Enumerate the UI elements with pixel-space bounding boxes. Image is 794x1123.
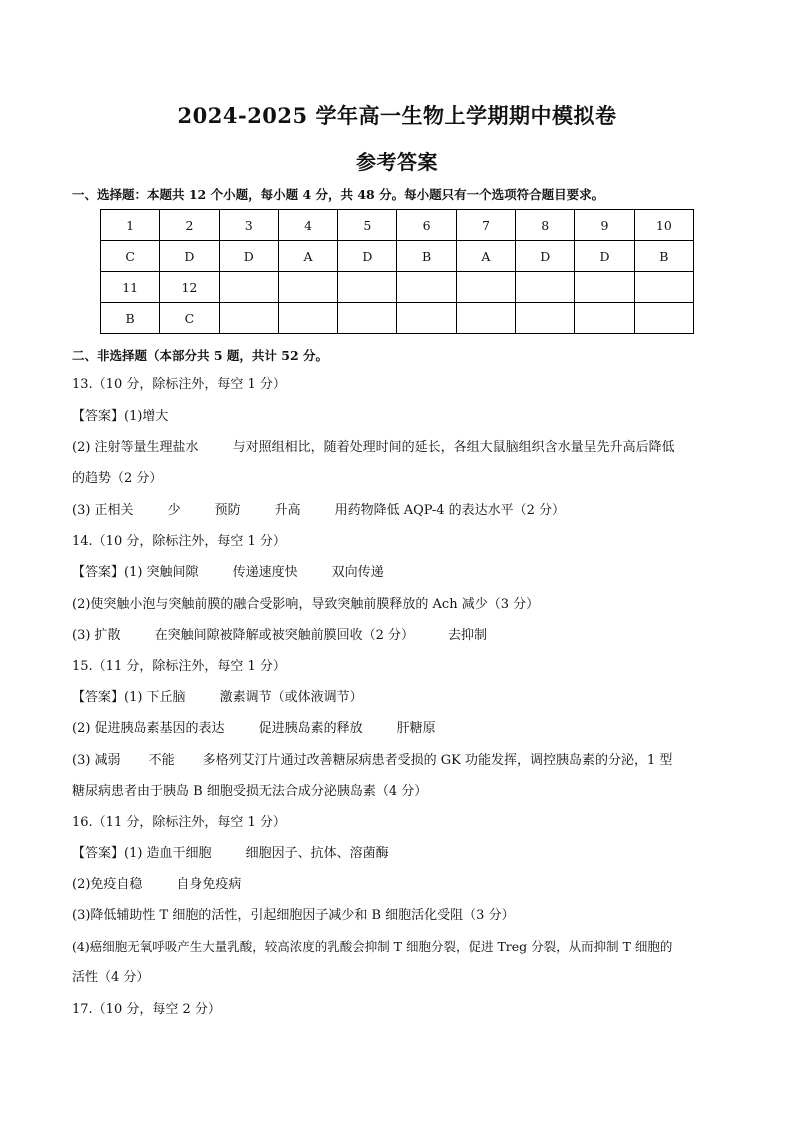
- q13-answer-3: [72, 502, 565, 520]
- answer-table-cell: D: [338, 241, 397, 272]
- q14-answer-3: [72, 627, 487, 645]
- q15-a2-part3: 肝糖原: [396, 721, 436, 736]
- answer-table-cell: C: [160, 303, 219, 334]
- q15-a2-part1: (2) 促进胰岛素基因的表达: [72, 721, 225, 736]
- q15-a3-part1: (3) 减弱: [72, 753, 121, 768]
- q15-a3-part3: 多格列艾汀片通过改善糖尿病患者受损的 GK 功能发挥，调控胰岛素的分泌，1 型: [202, 753, 673, 768]
- answer-table-cell: [338, 303, 397, 334]
- answer-table-cell: 5: [338, 210, 397, 241]
- answer-table-cell: D: [219, 241, 278, 272]
- answer-table-cell: A: [278, 241, 337, 272]
- q15-a3-part2: 不能: [148, 753, 175, 768]
- q16-a1-part2: 细胞因子、抗体、溶菌酶: [245, 846, 389, 861]
- answer-table-cell: [278, 272, 337, 303]
- answer-table-row: [101, 272, 694, 303]
- answer-table-cell: D: [160, 241, 219, 272]
- q13-answer-2: [72, 439, 675, 457]
- page-subtitle: 参考答案: [356, 150, 438, 174]
- answer-table-cell: 3: [219, 210, 278, 241]
- answer-table-cell: [219, 303, 278, 334]
- answer-table-cell: [456, 303, 515, 334]
- answer-table-cell: 11: [101, 272, 160, 303]
- answer-table-cell: 7: [456, 210, 515, 241]
- answer-table-cell: A: [456, 241, 515, 272]
- section-2-heading: 二、非选择题（本部分共 5 题，共计 52 分。: [72, 348, 329, 363]
- q13-header: 13.（10 分，除标注外，每空 1 分）: [72, 377, 286, 392]
- answer-table-cell: [516, 303, 575, 334]
- q13-a3-part2: 少: [167, 503, 181, 518]
- answer-table-cell: [219, 272, 278, 303]
- answer-table-cell: D: [516, 241, 575, 272]
- answer-table-row: [101, 241, 694, 272]
- answer-table-cell: [397, 303, 456, 334]
- q16-answer-3: (3)降低辅助性 T 细胞的活性，引起细胞因子减少和 B 细胞活化受阻（3 分）: [72, 908, 515, 923]
- q13-a2-part2: 与对照组相比，随着处理时间的延长，各组大鼠脑组织含水量呈先升高后降低: [232, 440, 675, 455]
- q13-a3-part4: 升高: [274, 503, 301, 518]
- q13-a3-part5: 用药物降低 AQP-4 的表达水平（2 分）: [334, 503, 566, 518]
- answer-table-cell: 6: [397, 210, 456, 241]
- answer-table-cell: [516, 272, 575, 303]
- q14-answer-1: [72, 564, 384, 582]
- answer-table-row: [101, 210, 694, 241]
- answer-table-row: [101, 303, 694, 334]
- q17-header: 17.（10 分，每空 2 分）: [72, 1002, 221, 1017]
- answer-table-cell: C: [101, 241, 160, 272]
- answer-table-cell: 9: [575, 210, 634, 241]
- q13-answer-2-continued: 的趋势（2 分）: [72, 471, 163, 486]
- answer-table-cell: [278, 303, 337, 334]
- q14-a1-part2: 传递速度快: [232, 565, 298, 580]
- q13-a3-part1: (3) 正相关: [72, 503, 134, 518]
- answer-table-cell: 2: [160, 210, 219, 241]
- q15-a2-part2: 促进胰岛素的释放: [258, 721, 363, 736]
- q16-a2-part2: 自身免疫病: [176, 877, 242, 892]
- q16-answer-4-continued: 活性（4 分）: [72, 970, 150, 985]
- answer-table-cell: [397, 272, 456, 303]
- q14-answer-2: (2)使突触小泡与突触前膜的融合受影响，导致突触前膜释放的 Ach 减少（3 分）: [72, 597, 540, 612]
- answer-table-cell: [634, 272, 693, 303]
- q16-answer-1: [72, 845, 389, 863]
- answer-table-cell: 10: [634, 210, 693, 241]
- q13-answer-1: 【答案】(1)增大: [72, 409, 169, 424]
- answer-table-cell: B: [397, 241, 456, 272]
- answer-table-cell: 1: [101, 210, 160, 241]
- q15-a1-part2: 激素调节（或体液调节）: [219, 690, 363, 705]
- section-1-heading: 一、选择题：本题共 12 个小题，每小题 4 分，共 48 分。每小题只有一个选项符合题目要求。: [72, 187, 605, 202]
- q14-a3-part3: 去抑制: [447, 628, 487, 643]
- q15-answer-3-continued: 糖尿病患者由于胰岛 B 细胞受损无法合成分泌胰岛素（4 分）: [72, 784, 428, 799]
- q16-header: 16.（11 分，除标注外，每空 1 分）: [72, 815, 286, 830]
- answer-table-cell: 4: [278, 210, 337, 241]
- q14-header: 14.（10 分，除标注外，每空 1 分）: [72, 534, 286, 549]
- answer-table-cell: 12: [160, 272, 219, 303]
- q16-answer-4: (4)癌细胞无氧呼吸产生大量乳酸，较高浓度的乳酸会抑制 T 细胞分裂，促进 Treg 分裂，从而抑制 T 细胞的: [72, 939, 673, 954]
- q15-header: 15.（11 分，除标注外，每空 1 分）: [72, 659, 286, 674]
- page-title: 2024-2025 学年高一生物上学期期中模拟卷: [177, 103, 617, 128]
- q14-a3-part1: (3) 扩散: [72, 628, 121, 643]
- q15-answer-2: [72, 720, 436, 738]
- answer-table-cell: [575, 272, 634, 303]
- answer-table-cell: 8: [516, 210, 575, 241]
- answer-table-cell: [634, 303, 693, 334]
- q13-a3-part3: 预防: [214, 503, 241, 518]
- q15-answer-3: [72, 752, 672, 770]
- answer-table-cell: [456, 272, 515, 303]
- q14-a3-part2: 在突触间隙被降解或被突触前膜回收（2 分）: [154, 628, 414, 643]
- q15-a1-part1: 【答案】(1) 下丘脑: [72, 690, 186, 705]
- q16-answer-2: [72, 876, 241, 894]
- answer-table-cell: B: [101, 303, 160, 334]
- q13-a2-part1: (2) 注射等量生理盐水: [72, 440, 199, 455]
- q16-a1-part1: 【答案】(1) 造血干细胞: [72, 846, 212, 861]
- answer-table-cell: [338, 272, 397, 303]
- answer-table-cell: D: [575, 241, 634, 272]
- answer-table-cell: B: [634, 241, 693, 272]
- answer-table: [100, 209, 694, 334]
- q14-a1-part3: 双向传递: [331, 565, 384, 580]
- answer-table-cell: [575, 303, 634, 334]
- q16-a2-part1: (2)免疫自稳: [72, 877, 143, 892]
- q15-answer-1: [72, 689, 363, 707]
- q14-a1-part1: 【答案】(1) 突触间隙: [72, 565, 199, 580]
